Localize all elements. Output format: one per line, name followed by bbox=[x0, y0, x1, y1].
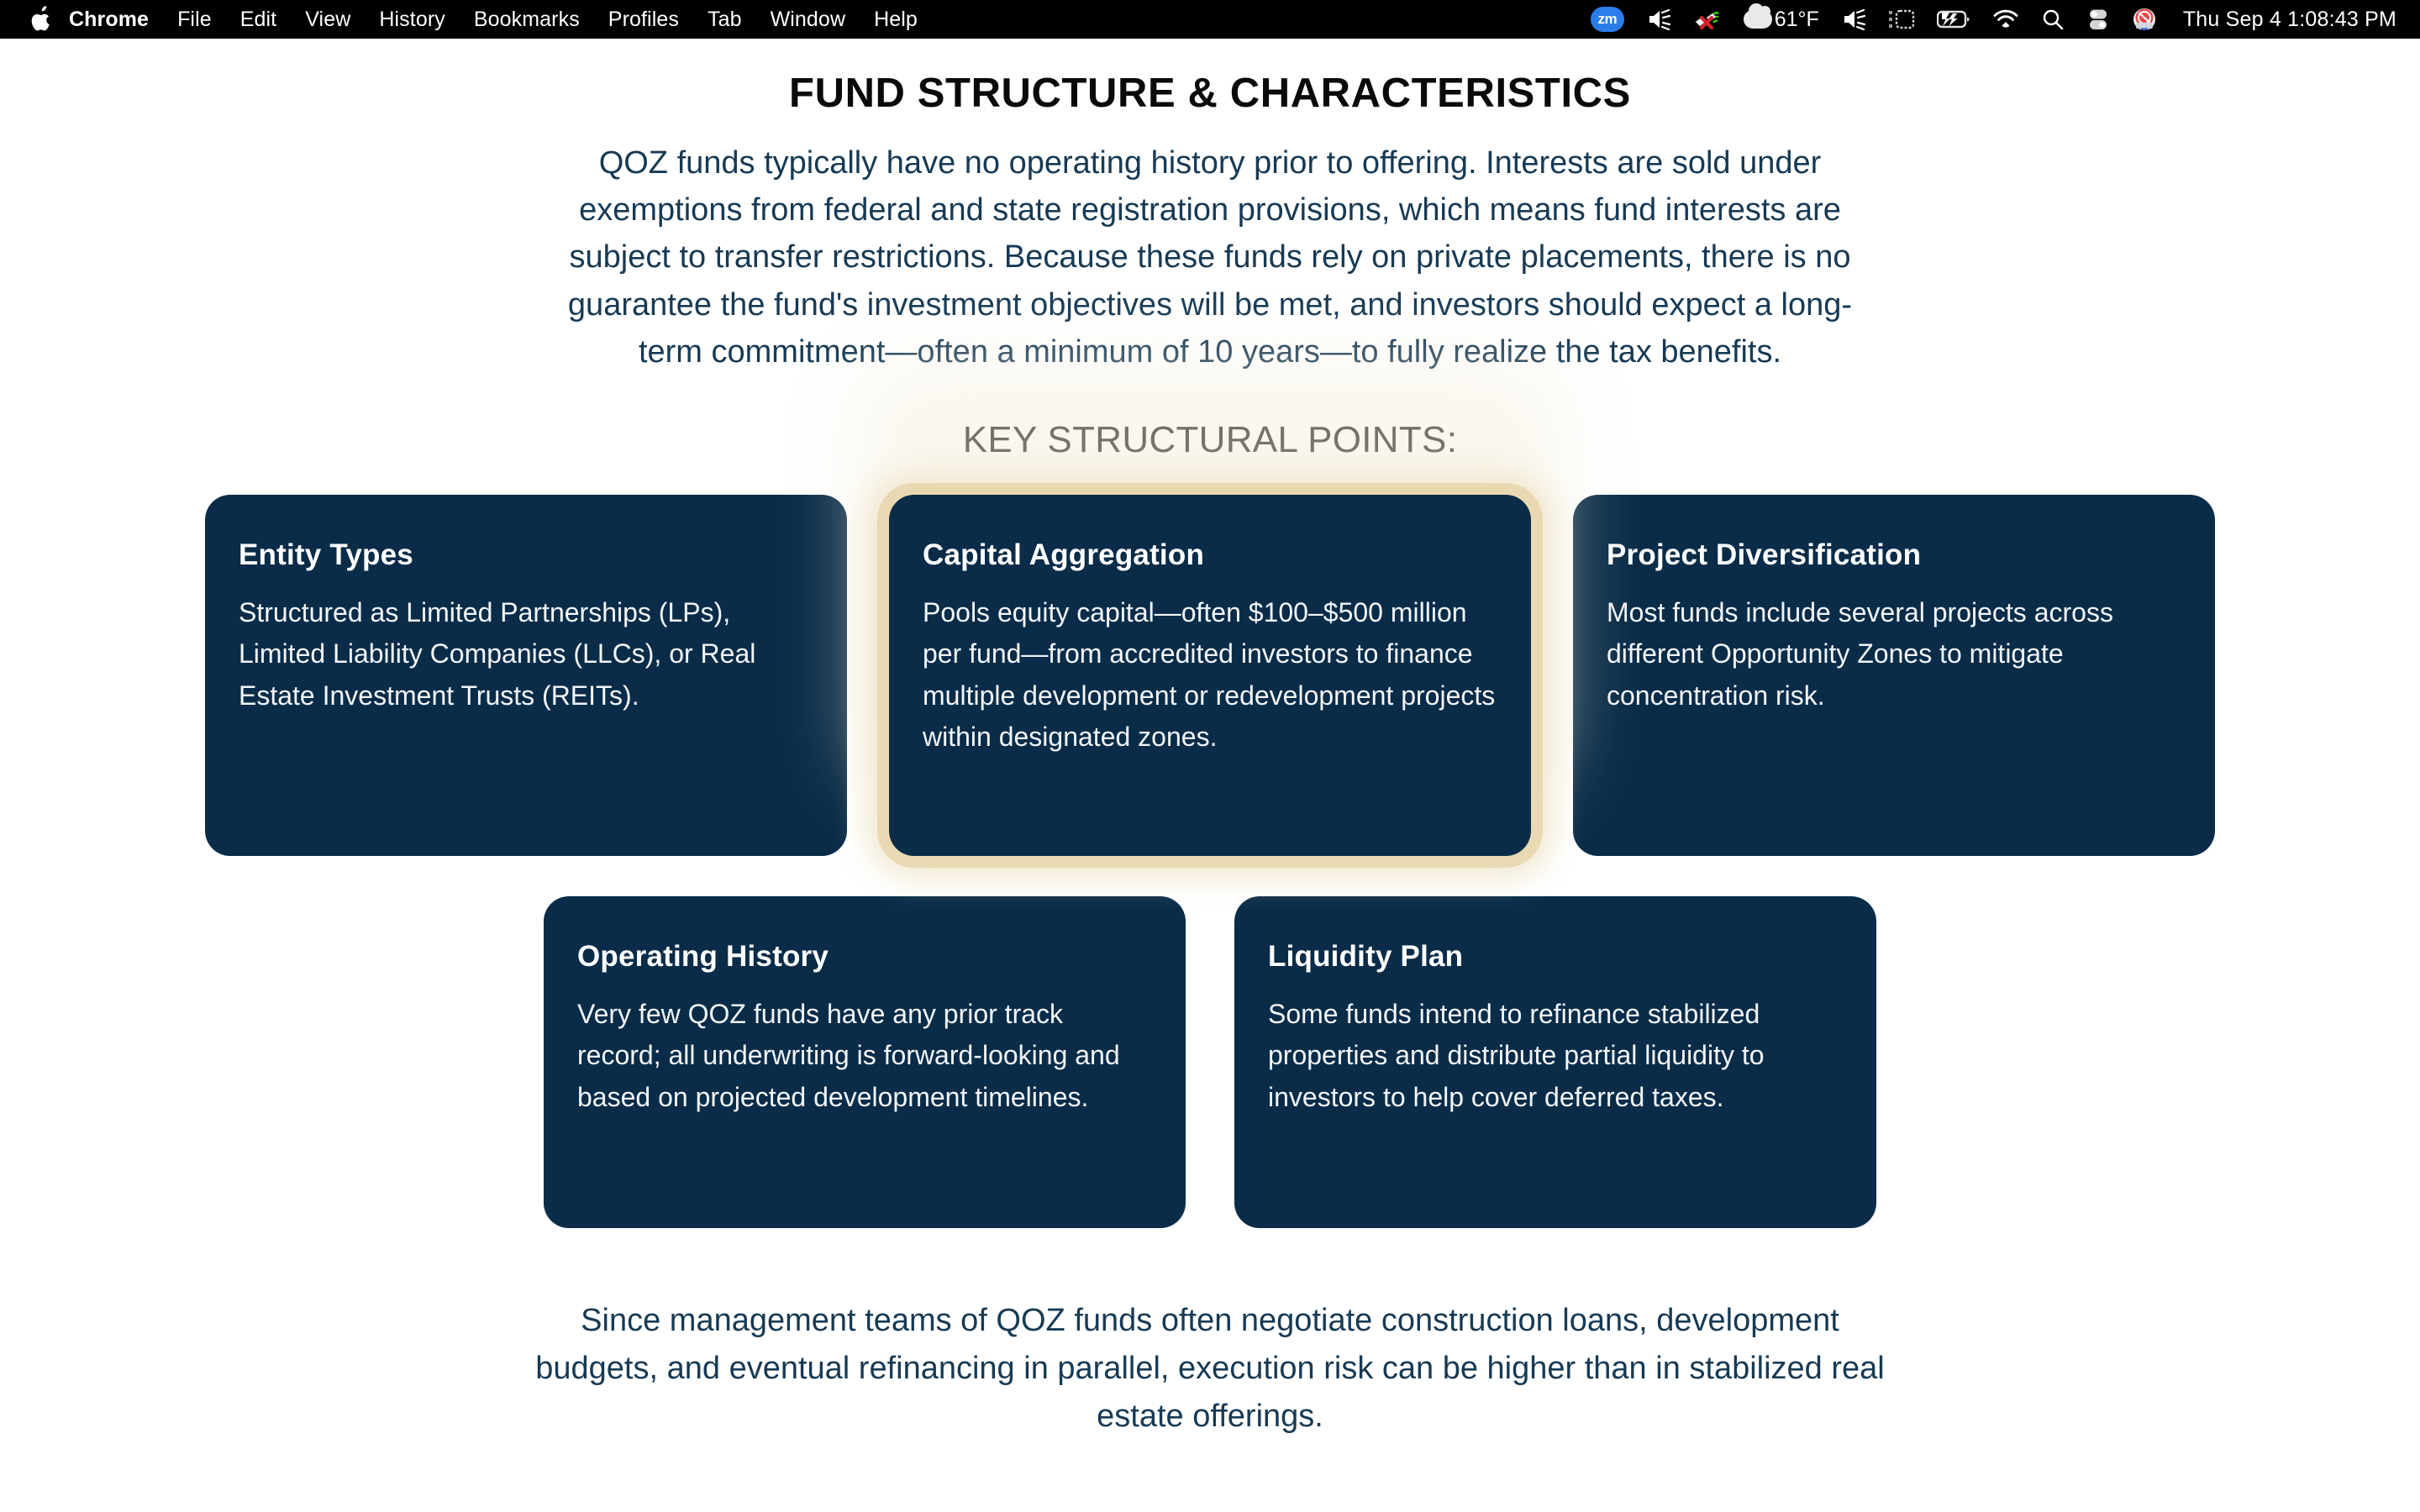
menu-item-history[interactable]: History bbox=[379, 7, 445, 31]
volume-mute-icon[interactable] bbox=[1635, 0, 1682, 39]
menu-item-edit[interactable]: Edit bbox=[239, 7, 277, 31]
card-operating-history[interactable] bbox=[544, 896, 1186, 1228]
card-entity-types[interactable] bbox=[205, 495, 847, 856]
card-project-diversification[interactable] bbox=[1573, 495, 2215, 856]
screen-mirroring-icon[interactable] bbox=[1877, 0, 1926, 39]
zoom-badge-label: zm bbox=[1591, 7, 1624, 32]
control-center-icon[interactable] bbox=[2075, 0, 2121, 39]
card-title: Entity Types bbox=[239, 538, 413, 571]
page-title: FUND STRUCTURE & CHARACTERISTICS bbox=[789, 71, 1631, 116]
microphone-mute-icon[interactable] bbox=[1830, 0, 1877, 39]
card-body: Structured as Limited Partnerships (LPs), Limited Liability Companies (LLCs), or Real Estate Investment Trusts (REITs). bbox=[239, 596, 756, 711]
card-body: Some funds intend to refinance stabilized properties and distribute partial liquidity to investors to help cover deferred taxes. bbox=[1268, 998, 1765, 1112]
slide-content bbox=[0, 39, 2420, 1512]
cloud-icon bbox=[1744, 10, 1772, 29]
structural-points-row-2 bbox=[0, 896, 2420, 1228]
card-body: Most funds include several projects across different Opportunity Zones to mitigate concentration risk. bbox=[1607, 596, 2113, 711]
card-capital-aggregation[interactable] bbox=[889, 495, 1531, 856]
app-status-icon[interactable] bbox=[2121, 0, 2168, 39]
menu-bar-app-menus bbox=[0, 0, 932, 39]
card-body: Very few QOZ funds have any prior track record; all underwriting is forward-looking and based on projected development timelines. bbox=[577, 998, 1120, 1112]
outro-paragraph: Since management teams of QOZ funds often negotiate construction loans, development budgets, and eventual refinancing in parallel, execution risk can be higher than in stabilized real estate offerings. bbox=[535, 1302, 1885, 1434]
card-liquidity-plan[interactable] bbox=[1234, 896, 1876, 1228]
section-heading: KEY STRUCTURAL POINTS: bbox=[962, 418, 1458, 460]
card-title: Liquidity Plan bbox=[1268, 939, 1464, 973]
menu-item-window[interactable]: Window bbox=[770, 7, 846, 31]
menu-bar-status-items bbox=[1580, 0, 2420, 39]
card-title: Operating History bbox=[577, 939, 829, 973]
menu-bar-clock[interactable]: Thu Sep 4 1:08:43 PM bbox=[2182, 7, 2396, 31]
wifi-icon[interactable] bbox=[1981, 0, 2030, 39]
menu-item-view[interactable]: View bbox=[305, 7, 351, 31]
card-title: Project Diversification bbox=[1607, 538, 1922, 571]
menu-item-file[interactable]: File bbox=[177, 7, 212, 31]
menu-item-profiles[interactable]: Profiles bbox=[608, 7, 679, 31]
temperature-label: 61°F bbox=[1774, 7, 1819, 31]
card-title: Capital Aggregation bbox=[923, 538, 1205, 571]
menu-item-chrome[interactable]: Chrome bbox=[69, 7, 150, 31]
menu-item-tab[interactable]: Tab bbox=[707, 7, 742, 31]
zoom-app-icon[interactable] bbox=[1580, 0, 1635, 39]
apple-logo-icon[interactable] bbox=[24, 0, 59, 39]
card-body: Pools equity capital—often $100–$500 million per fund—from accredited investors to finance multiple development or redevelopment projects within designated zones. bbox=[923, 596, 1496, 752]
menu-item-help[interactable]: Help bbox=[874, 7, 918, 31]
network-disconnected-icon[interactable] bbox=[1682, 0, 1733, 39]
macos-menu-bar bbox=[0, 0, 2420, 39]
battery-charging-icon[interactable] bbox=[1926, 0, 1981, 39]
intro-paragraph: QOZ funds typically have no operating history prior to offering. Interests are sold under exemptions from federal and state registration provisions, which means fund interests are subject to transfer restrictions. Because these funds rely on private placements, there is no guarantee the fund's investment objectives will be met, and investors should expect a long-term commitment—often a minimum of 10 years—to fully realize the tax benefits. bbox=[567, 144, 1853, 370]
structural-points-row-1 bbox=[0, 495, 2420, 856]
menu-item-bookmarks[interactable]: Bookmarks bbox=[473, 7, 580, 31]
spotlight-search-icon[interactable] bbox=[2030, 0, 2075, 39]
weather-widget[interactable] bbox=[1733, 0, 1830, 39]
